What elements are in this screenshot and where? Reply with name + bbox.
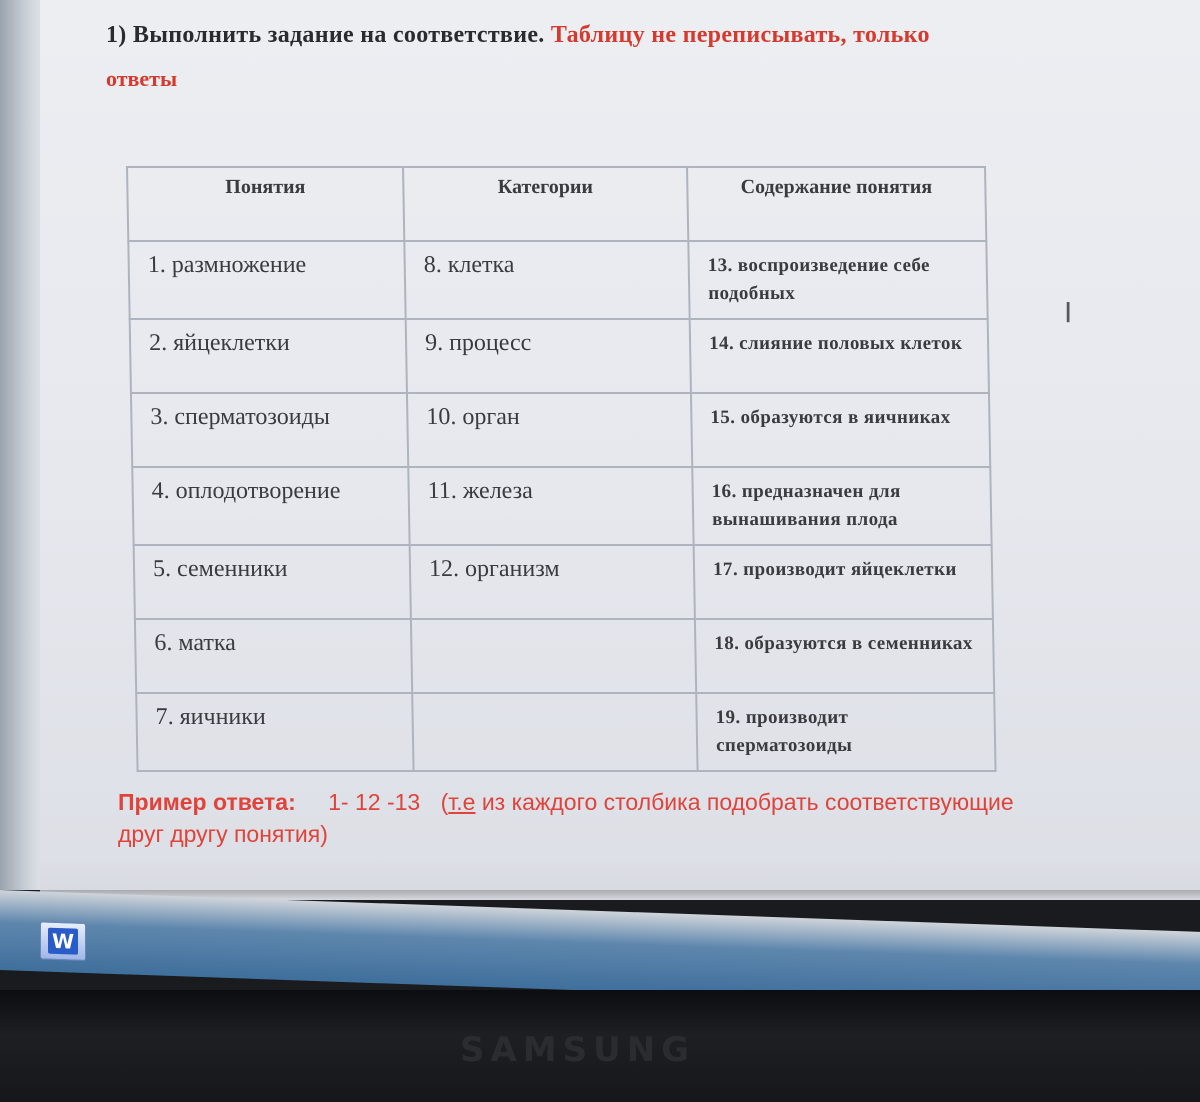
table-row (128, 241, 987, 319)
concept-cell: 2. яйцеклетки (130, 319, 407, 393)
page-bottom-edge (40, 860, 1200, 900)
table-row (132, 467, 991, 545)
content-cell: 13. воспроизведение себе подобных (688, 241, 987, 319)
content-cell: 15. образуются в яичниках (691, 393, 990, 467)
content-cell: 16. предназначен для вынашивания плода (692, 467, 991, 545)
monitor-brand-logo: SAMSUNG (460, 1030, 696, 1070)
content-cell: 18. образуются в семенниках (695, 619, 994, 693)
category-cell (411, 619, 696, 693)
matching-table (126, 166, 997, 772)
category-cell (412, 693, 697, 771)
answer-example (118, 786, 1018, 850)
concept-cell: 4. оплодотворение (132, 467, 409, 545)
header-categories: Категории (403, 167, 688, 241)
concept-cell: 5. семенники (134, 545, 411, 619)
content-cell: 14. слияние половых клеток (690, 319, 989, 393)
category-cell: 8. клетка (404, 241, 689, 319)
concept-cell: 6. матка (135, 619, 412, 693)
task-title-warning: Таблицу не переписывать, только (550, 22, 930, 48)
answer-paren-open: ( (440, 789, 449, 815)
answer-example-label: Пример ответа: (118, 789, 296, 815)
monitor-bezel (0, 990, 1200, 1102)
category-cell: 9. процесс (406, 319, 691, 393)
task-title-text: 1) Выполнить задание на соответствие. (106, 22, 545, 48)
i-beam-cursor-icon: I (1064, 296, 1073, 329)
task-title (106, 22, 1106, 49)
header-concepts: Понятия (127, 167, 404, 241)
task-title-warning-cont: ответы (106, 66, 178, 91)
answer-example-value: 1- 12 -13 (328, 789, 421, 815)
concept-cell: 1. размножение (128, 241, 405, 319)
table-row (131, 393, 990, 467)
table-row (136, 693, 995, 771)
word-app-icon: W (48, 928, 78, 955)
concept-cell: 7. яичники (136, 693, 413, 771)
category-cell: 12. организм (410, 545, 695, 619)
taskbar-word-button[interactable] (40, 921, 86, 961)
answer-te: т.е (448, 789, 476, 815)
table-row (135, 619, 994, 693)
content-cell: 17. производит яйцеклетки (694, 545, 993, 619)
content-cell: 19. производит сперматозоиды (696, 693, 995, 771)
category-cell: 11. железа (408, 467, 693, 545)
category-cell: 10. орган (407, 393, 692, 467)
header-content: Содержание понятия (687, 167, 986, 241)
table-row (134, 545, 993, 619)
window-left-edge (0, 0, 42, 890)
concept-cell: 3. сперматозоиды (131, 393, 408, 467)
table-row (130, 319, 989, 393)
table-header-row (127, 167, 986, 241)
answer-explanation: из каждого столбика подобрать соответствующие друг другу понятия) (118, 789, 1014, 847)
